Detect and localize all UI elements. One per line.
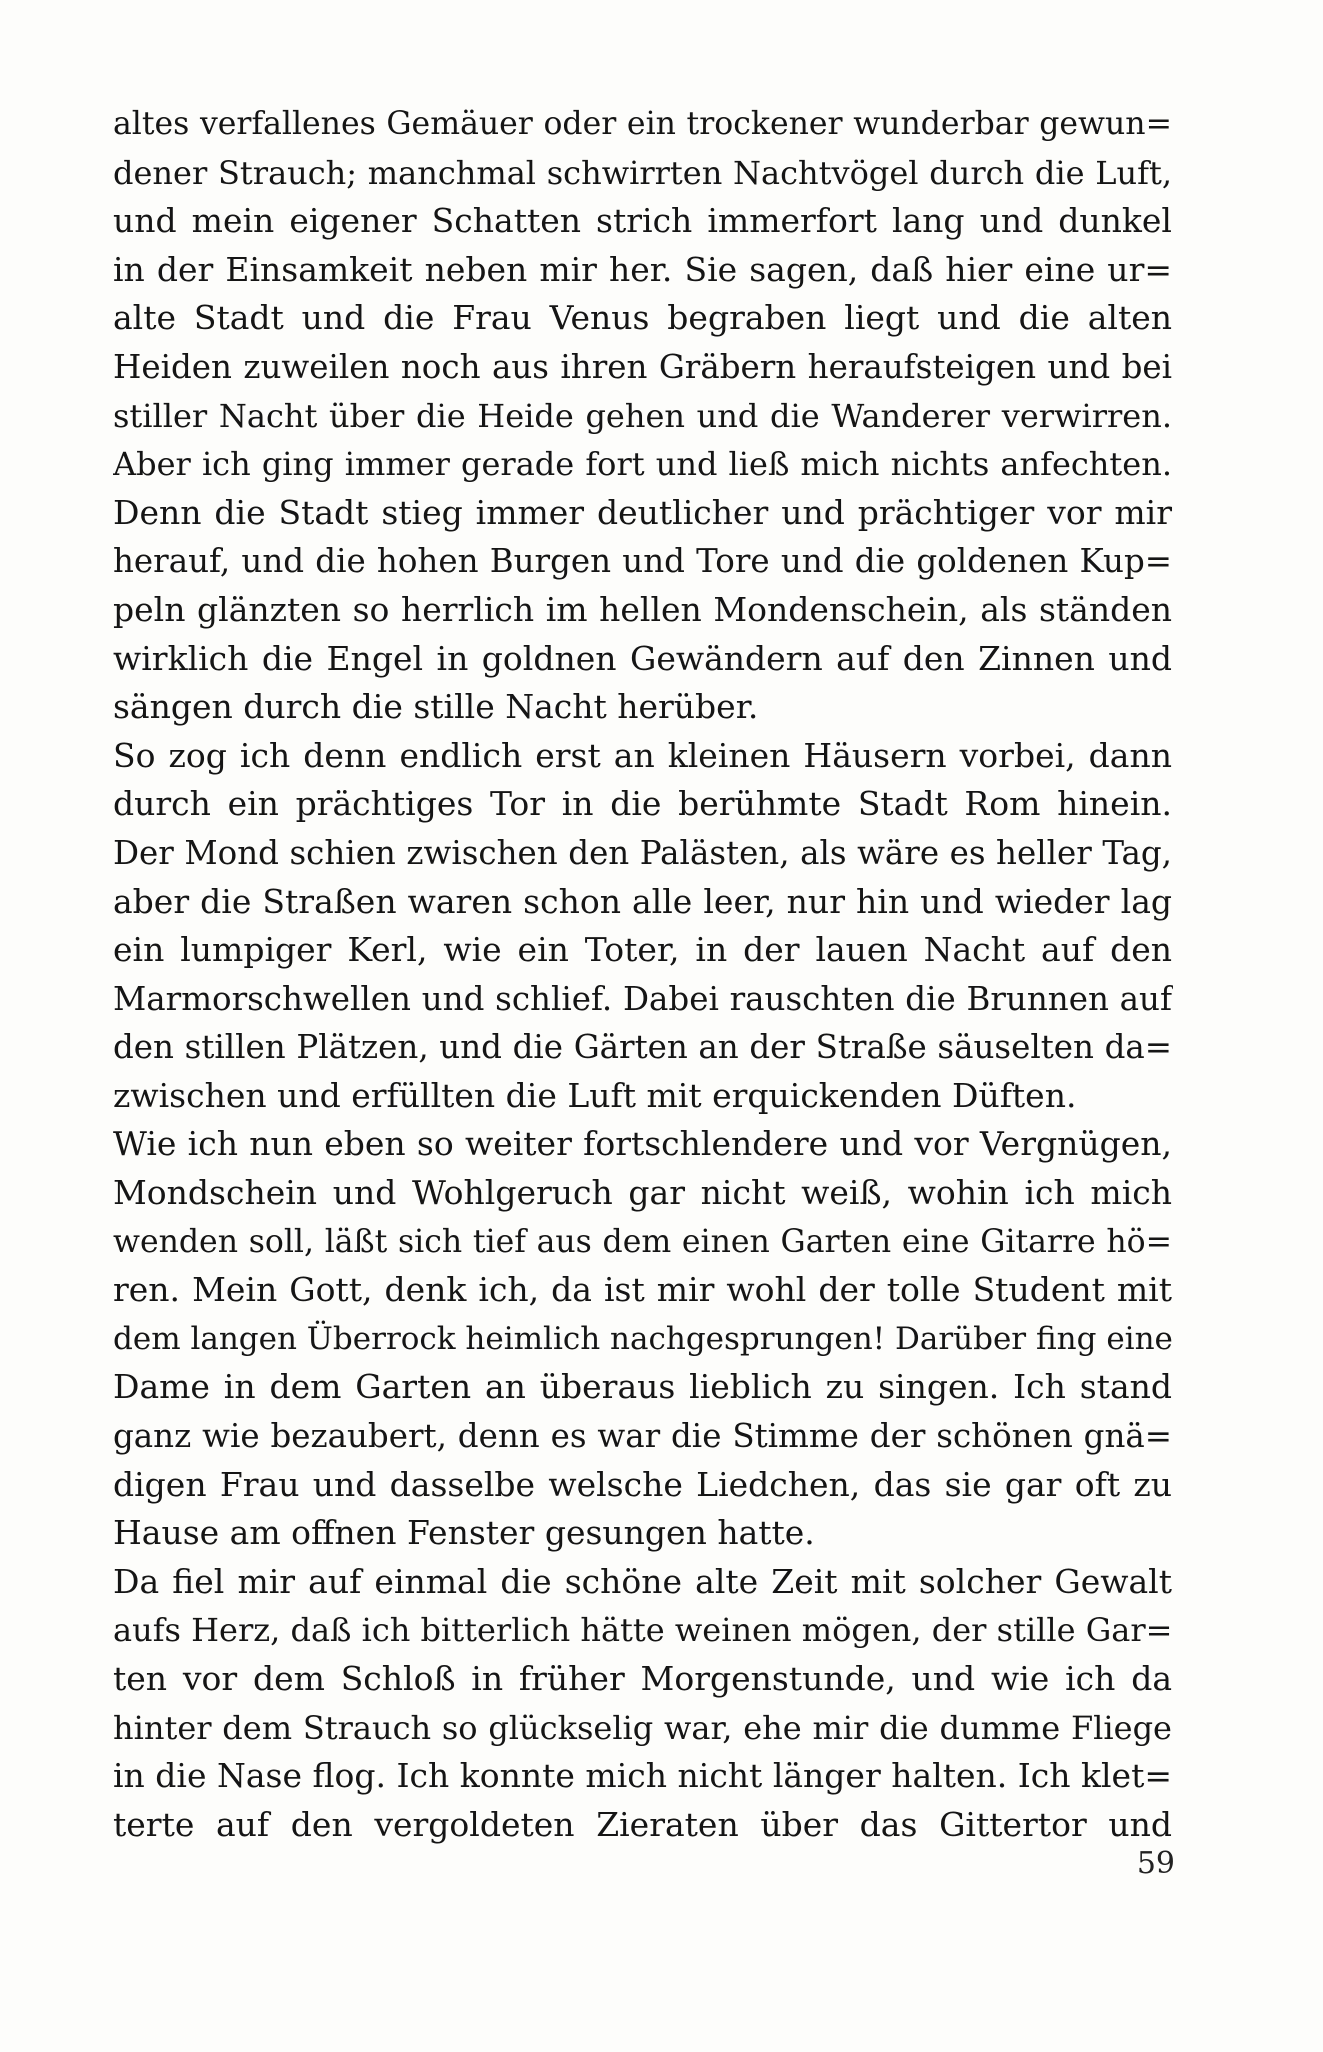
text-line: ein lumpiger Kerl, wie ein Toter, in der lauen Nacht auf den (113, 930, 1172, 970)
text-line: ganz wie bezaubert, denn es war die Stimme der schönen gnä= (113, 1417, 1172, 1456)
text-line: in der Einsamkeit neben mir her. Sie sagen, daß hier eine ur= (113, 249, 1172, 289)
text-line: hinter dem Strauch so glückselig war, ehe mir die dumme Fliege (113, 1708, 1172, 1747)
text-line: Denn die Stadt stieg immer deutlicher und prächtiger vor mir (113, 492, 1172, 532)
text-line: Der Mond schien zwischen den Palästen, als wäre es heller Tag, (113, 833, 1172, 872)
text-line: aufs Herz, daß ich bitterlich hätte weinen mögen, der stille Gar= (113, 1611, 1173, 1650)
text-line: dem langen Überrock heimlich nachgesprungen! Darüber fing eine (113, 1320, 1173, 1357)
text-line: alte Stadt und die Frau Venus begraben liegt und die alten (113, 298, 1172, 338)
text-line: digen Frau und dasselbe welsche Liedchen, das sie gar oft zu (113, 1464, 1172, 1504)
text-line: aber die Straßen waren schon alle leer, nur hin und wieder lag (113, 881, 1172, 921)
text-line: in die Nase flog. Ich konnte mich nicht länger halten. Ich klet= (113, 1756, 1172, 1796)
text-line: den stillen Plätzen, und die Gärten an der Straße säuselten da= (113, 1028, 1172, 1067)
text-line: Dame in dem Garten an überaus lieblich zu singen. Ich stand (113, 1367, 1172, 1407)
text-line: und mein eigener Schatten strich immerfort lang und dunkel (113, 201, 1172, 241)
text-line: Wie ich nun eben so weiter fortschlendere und vor Vergnügen, (113, 1124, 1172, 1164)
text-line: zwischen und erfüllten die Luft mit erquickenden Düften. (113, 1075, 1077, 1115)
text-line: Marmorschwellen und schlief. Dabei rauschten die Brunnen auf (113, 979, 1172, 1018)
text-line: durch ein prächtiges Tor in die berühmte Stadt Rom hinein. (113, 784, 1172, 824)
text-line: ren. Mein Gott, denk ich, da ist mir wohl der tolle Student mit (113, 1270, 1172, 1310)
text-line: altes verfallenes Gemäuer oder ein trockener wunderbar gewun= (113, 106, 1172, 142)
text-line: Da fiel mir auf einmal die schöne alte Zeit mit solcher Gewalt (113, 1561, 1172, 1601)
text-line: peln glänzten so herrlich im hellen Mondenschein, als ständen (113, 589, 1172, 629)
text-line: sängen durch die stille Nacht herüber. (113, 687, 759, 727)
text-line: wirklich die Engel in goldnen Gewändern auf den Zinnen und (113, 638, 1172, 678)
text-line: wenden soll, läßt sich tief aus dem einen Garten eine Gitarre hö= (113, 1223, 1172, 1260)
page-number: 59 (1136, 1846, 1175, 1881)
text-line: Mondschein und Wohlgeruch gar nicht weiß, wohin ich mich (113, 1173, 1172, 1213)
text-line: Hause am offnen Fenster gesungen hatte. (113, 1513, 815, 1553)
text-line: So zog ich denn endlich erst an kleinen Häusern vorbei, dann (113, 735, 1172, 775)
body-text (113, 100, 1173, 1849)
text-line: Heiden zuweilen noch aus ihren Gräbern heraufsteigen und bei (113, 347, 1172, 386)
text-line: herauf, und die hohen Burgen und Tore und die goldenen Kup= (113, 542, 1172, 581)
text-line: ten vor dem Schloß in früher Morgenstunde, und wie ich da (113, 1659, 1172, 1698)
text-line: Aber ich ging immer gerade fort und ließ mich nichts anfechten. (113, 445, 1172, 484)
text-line: stiller Nacht über die Heide gehen und die Wanderer verwirren. (113, 396, 1172, 435)
text-line: dener Strauch; manchmal schwirrten Nachtvögel durch die Luft, (113, 153, 1172, 192)
text-line: terte auf den vergoldeten Zieraten über das Gittertor und (113, 1804, 1172, 1844)
